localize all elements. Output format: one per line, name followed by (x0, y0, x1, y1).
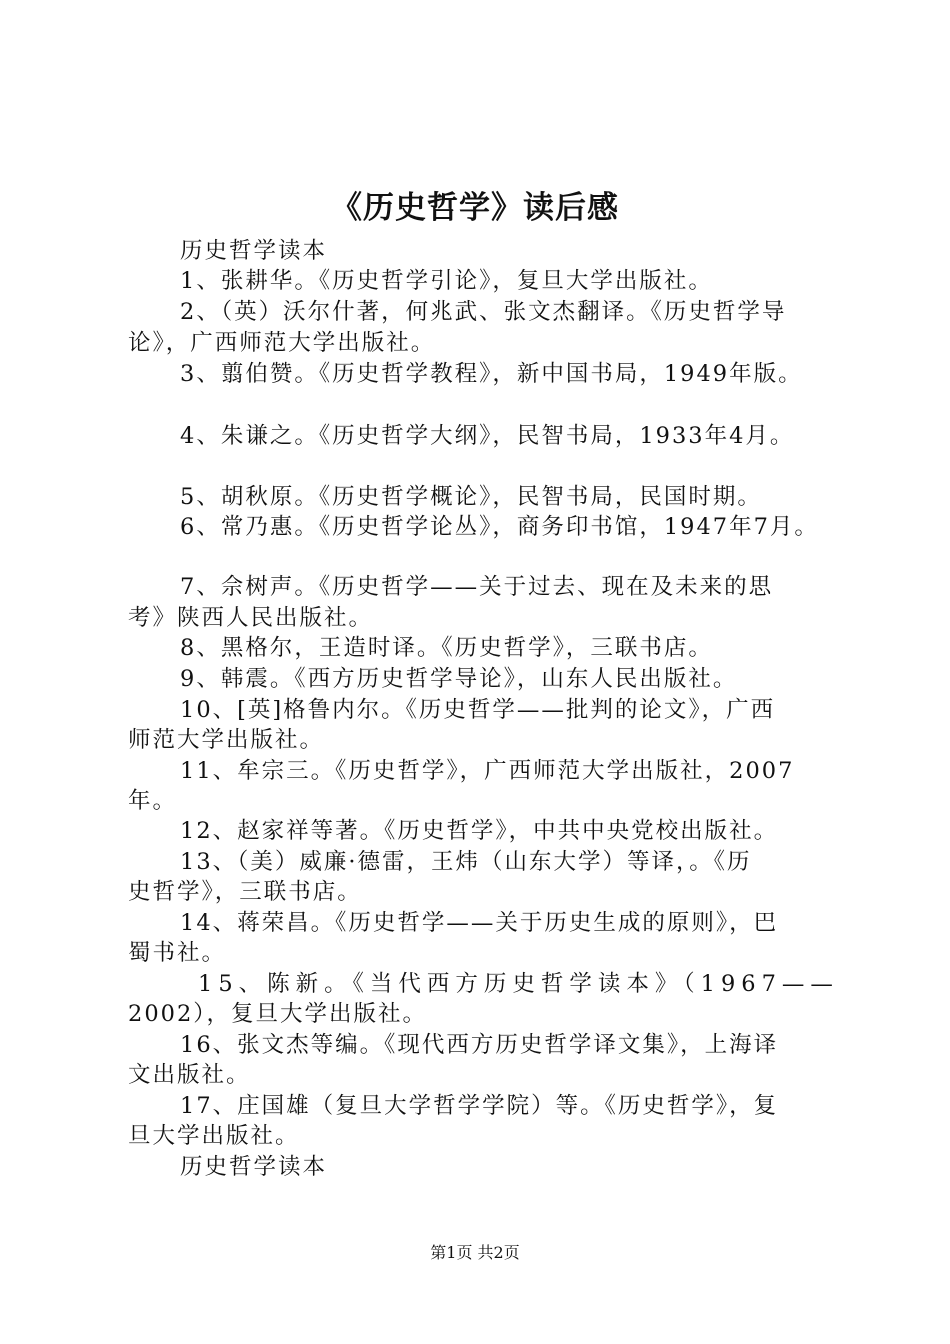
list-item-2: 2、（英）沃尔什著，何兆武、张文杰翻译。《历史哲学导 (180, 299, 787, 325)
list-item-16-cont: 文出版社。 (128, 1062, 251, 1088)
list-item-10: 10、[英]格鲁内尔。《历史哲学——批判的论文》，广西 (180, 697, 776, 723)
list-item-14-cont: 蜀书社。 (128, 940, 227, 966)
list-item-17-cont: 旦大学出版社。 (128, 1123, 300, 1149)
section-heading-repeat: 历史哲学读本 (180, 1154, 328, 1180)
list-item-4: 4、朱谦之。《历史哲学大纲》，民智书局，1933年4月。 (180, 423, 795, 449)
document-title: 《历史哲学》读后感 (331, 190, 619, 226)
list-item-3: 3、翦伯赞。《历史哲学教程》，新中国书局，1949年版。 (180, 361, 803, 387)
list-item-1: 1、张耕华。《历史哲学引论》，复旦大学出版社。 (180, 268, 713, 294)
list-item-7-cont: 考》陕西人民出版社。 (128, 605, 374, 631)
list-item-11: 11、牟宗三。《历史哲学》，广西师范大学出版社，2007 (180, 758, 795, 784)
list-item-11-cont: 年。 (128, 788, 178, 814)
list-item-8: 8、黑格尔，王造时译。《历史哲学》，三联书店。 (180, 635, 713, 661)
list-item-6: 6、常乃惠。《历史哲学论丛》，商务印书馆，1947年7月。 (180, 514, 819, 540)
list-item-17: 17、庄国雄（复旦大学哲学学院）等。《历史哲学》，复 (180, 1093, 779, 1119)
list-item-12: 12、赵家祥等著。《历史哲学》，中共中央党校出版社。 (180, 818, 779, 844)
section-heading: 历史哲学读本 (180, 238, 328, 264)
list-item-15: 15、陈新。《当代西方历史哲学读本》（1967—— (198, 971, 839, 997)
list-item-5: 5、胡秋原。《历史哲学概论》，民智书局，民国时期。 (180, 484, 762, 510)
list-item-2-cont: 论》，广西师范大学出版社。 (128, 330, 436, 356)
list-item-10-cont: 师范大学出版社。 (128, 727, 325, 753)
page-footer: 第1页 共2页 (430, 1243, 520, 1262)
list-item-14: 14、蒋荣昌。《历史哲学——关于历史生成的原则》，巴 (180, 910, 779, 936)
list-item-7: 7、佘树声。《历史哲学——关于过去、现在及未来的思 (180, 574, 774, 600)
list-item-13-cont: 史哲学》，三联书店。 (128, 879, 362, 905)
list-item-15-cont: 2002），复旦大学出版社。 (128, 1001, 428, 1027)
list-item-9: 9、韩震。《西方历史哲学导论》，山东人民出版社。 (180, 666, 738, 692)
list-item-13: 13、（美）威廉·德雷，王炜（山东大学）等译，。《历 (180, 849, 752, 875)
list-item-16: 16、张文杰等编。《现代西方历史哲学译文集》，上海译 (180, 1032, 779, 1058)
